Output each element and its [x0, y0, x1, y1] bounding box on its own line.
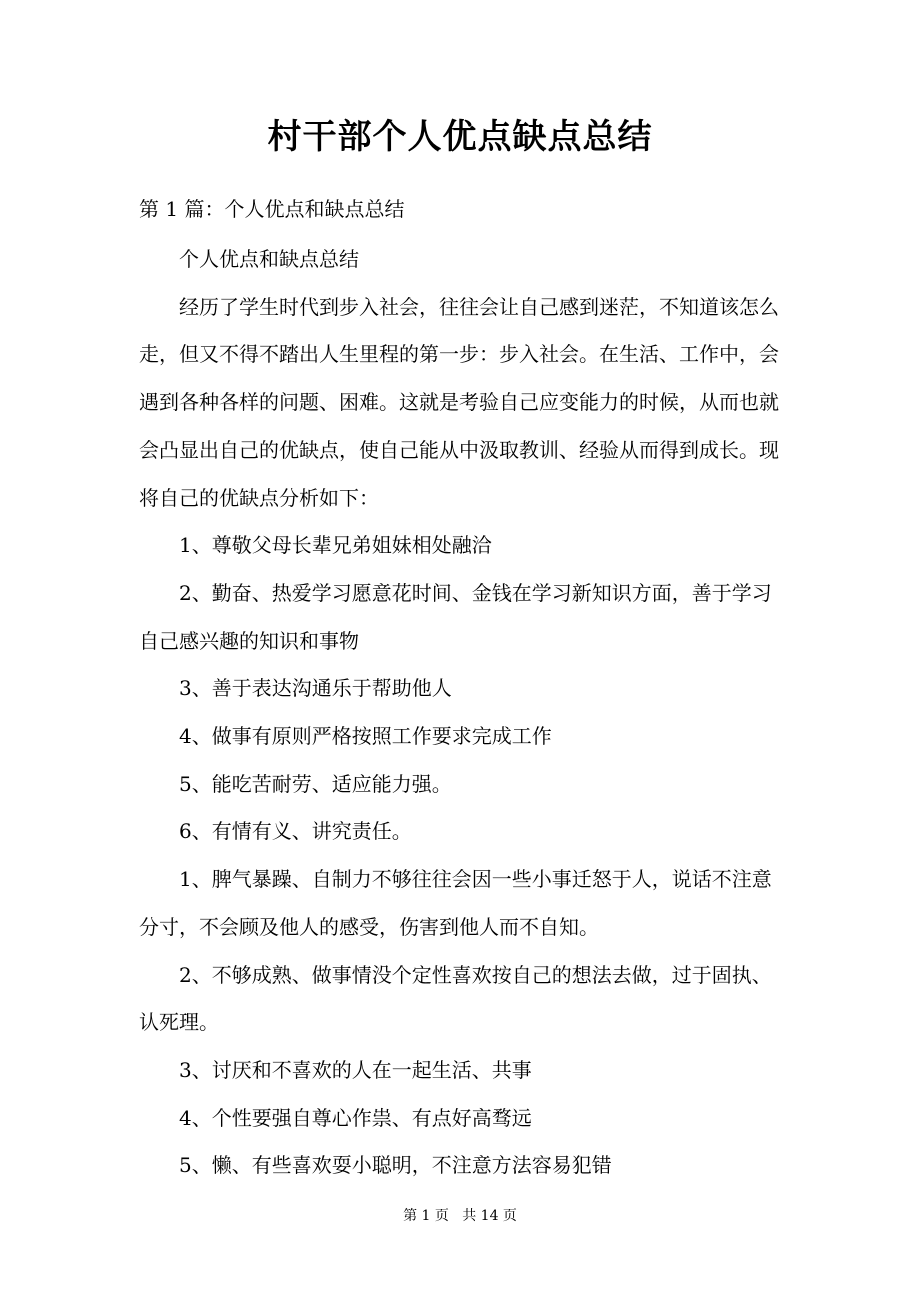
paragraph-intro: 经历了学生时代到步入社会，往往会让自己感到迷茫，不知道该怎么走，但又不得不踏出人生里程的第一步：步入社会。在生活、工作中，会遇到各种各样的问题、困难。这就是考验自己应变能力的时候，从而也就会凸显出自己的优缺点，使自己能从中汲取教训、经验从而得到成长。现将自己的优缺点分析如下： — [139, 294, 779, 510]
document-title: 村干部个人优点缺点总结 — [267, 117, 653, 157]
strength-item: 3、善于表达沟通乐于帮助他人 — [179, 676, 452, 701]
weakness-item: 4、个性要强自尊心作祟、有点好高骛远 — [179, 1105, 532, 1130]
weakness-item: 2、不够成熟、做事情没个定性喜欢按自己的想法去做，过于固执、认死理。 — [139, 962, 772, 1035]
strength-item: 4、做事有原则严格按照工作要求完成工作 — [179, 724, 552, 749]
document-body — [139, 236, 783, 1190]
strength-item: 5、能吃苦耐劳、适应能力强。 — [179, 771, 452, 796]
strength-item: 6、有情有义、讲究责任。 — [179, 819, 412, 844]
weakness-item: 5、懒、有些喜欢耍小聪明，不注意方法容易犯错 — [179, 1153, 612, 1178]
page-number-footer: 第 1 页 共 14 页 — [403, 1208, 517, 1224]
weakness-item: 1、脾气暴躁、自制力不够往往会因一些小事迁怒于人，说话不注意分寸，不会顾及他人的感受，伤害到他人而不自知。 — [139, 867, 772, 939]
strength-item: 1、尊敬父母长辈兄弟姐妹相处融洽 — [179, 533, 492, 558]
section-heading: 第 1 篇：个人优点和缺点总结 — [139, 197, 405, 221]
strength-item: 2、勤奋、热爱学习愿意花时间、金钱在学习新知识方面，善于学习自己感兴趣的知识和事物 — [139, 580, 772, 653]
weakness-item: 3、讨厌和不喜欢的人在一起生活、共事 — [179, 1057, 532, 1082]
paragraph-subtitle: 个人优点和缺点总结 — [179, 247, 359, 271]
